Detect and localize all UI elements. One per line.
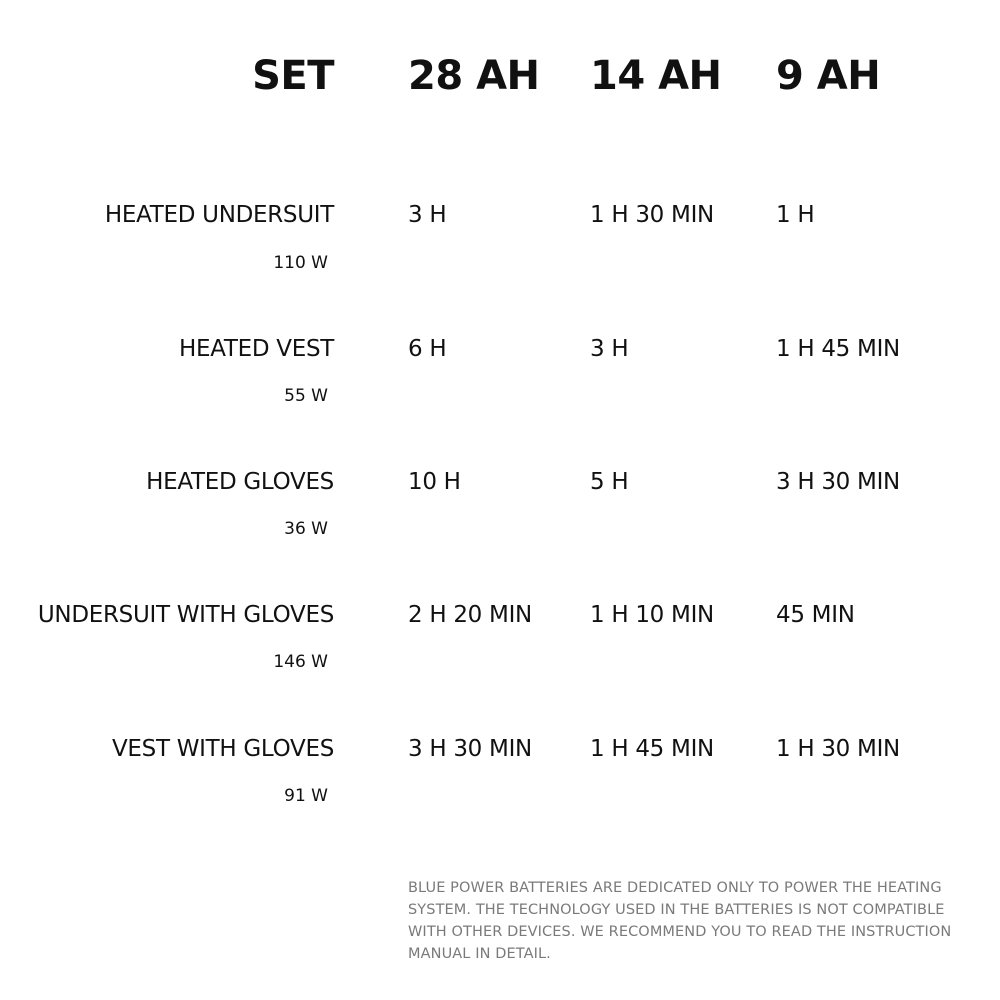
header-capacity-9ah: 9 AH bbox=[776, 53, 881, 99]
cell-heated-undersuit-9ah: 1 H bbox=[776, 202, 815, 228]
cell-vest-with-gloves-14ah: 1 H 45 MIN bbox=[590, 736, 714, 762]
cell-undersuit-with-gloves-9ah: 45 MIN bbox=[776, 602, 855, 628]
row-label-heated-gloves: HEATED GLOVES bbox=[146, 469, 334, 495]
cell-heated-gloves-28ah: 10 H bbox=[408, 469, 461, 495]
cell-undersuit-with-gloves-28ah: 2 H 20 MIN bbox=[408, 602, 532, 628]
row-label-heated-vest: HEATED VEST bbox=[179, 336, 334, 362]
cell-undersuit-with-gloves-14ah: 1 H 10 MIN bbox=[590, 602, 714, 628]
row-power-undersuit-with-gloves: 146 W bbox=[273, 652, 328, 672]
battery-disclaimer-note: BLUE POWER BATTERIES ARE DEDICATED ONLY TO POWER THE HEATING SYSTEM. THE TECHNOLOGY USED IN THE BATTERIES IS NOT COMPATIBLE WITH OTHER DEVICES. WE RECOMMEND YOU TO READ THE INSTRUCTION MANUAL IN DETAIL. bbox=[408, 879, 952, 962]
header-capacity-14ah: 14 AH bbox=[590, 53, 722, 99]
row-power-heated-gloves: 36 W bbox=[284, 519, 328, 539]
cell-vest-with-gloves-28ah: 3 H 30 MIN bbox=[408, 736, 532, 762]
cell-heated-undersuit-28ah: 3 H bbox=[408, 202, 447, 228]
header-capacity-28ah: 28 AH bbox=[408, 53, 540, 99]
row-label-vest-with-gloves: VEST WITH GLOVES bbox=[112, 736, 334, 762]
header-set: SET bbox=[252, 53, 334, 99]
row-power-heated-undersuit: 110 W bbox=[273, 253, 328, 273]
cell-heated-gloves-9ah: 3 H 30 MIN bbox=[776, 469, 900, 495]
cell-heated-vest-9ah: 1 H 45 MIN bbox=[776, 336, 900, 362]
cell-heated-gloves-14ah: 5 H bbox=[590, 469, 629, 495]
row-power-heated-vest: 55 W bbox=[284, 386, 328, 406]
row-label-heated-undersuit: HEATED UNDERSUIT bbox=[104, 202, 334, 228]
row-power-vest-with-gloves: 91 W bbox=[284, 786, 328, 806]
cell-vest-with-gloves-9ah: 1 H 30 MIN bbox=[776, 736, 900, 762]
cell-heated-undersuit-14ah: 1 H 30 MIN bbox=[590, 202, 714, 228]
row-label-undersuit-with-gloves: UNDERSUIT WITH GLOVES bbox=[37, 602, 334, 628]
cell-heated-vest-28ah: 6 H bbox=[408, 336, 447, 362]
cell-heated-vest-14ah: 3 H bbox=[590, 336, 629, 362]
